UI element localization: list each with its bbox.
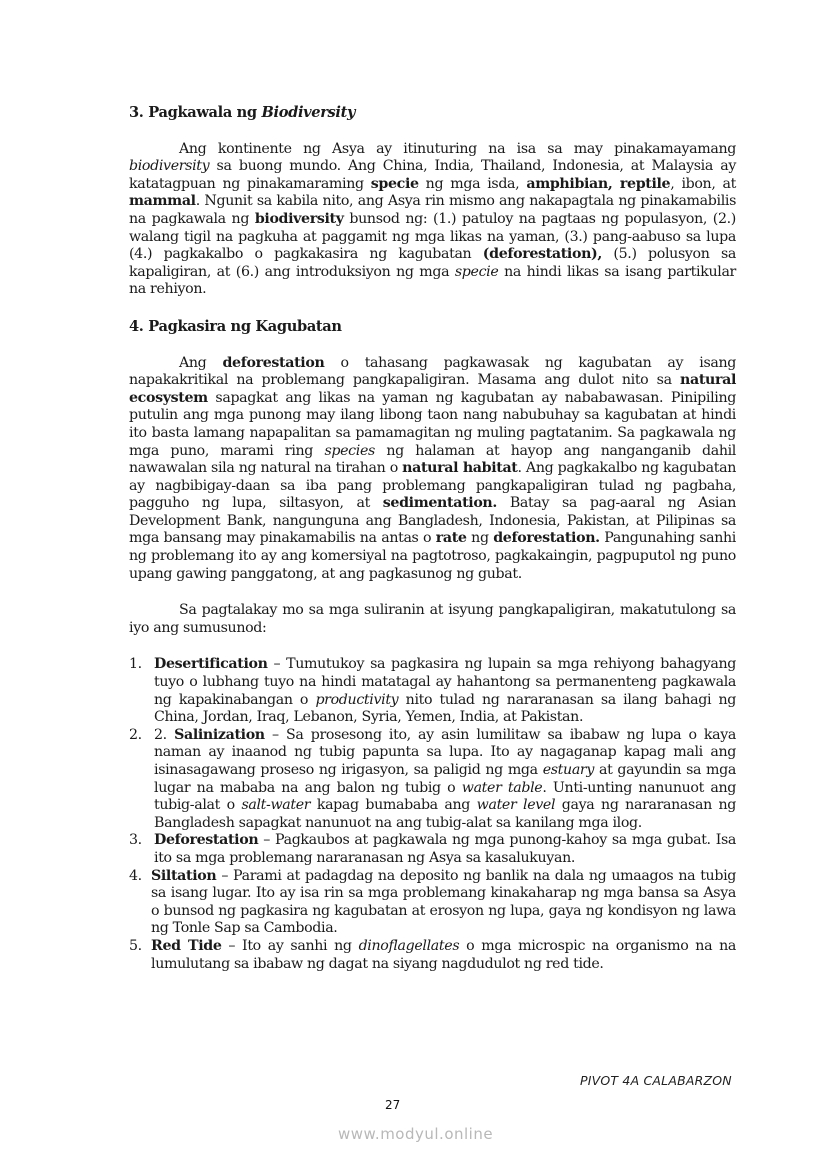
heading-emphasis: Biodiversity bbox=[261, 104, 356, 121]
text: – Pagkaubos at pagkawala ng mga punong-kahoy sa mga gubat. Isa ito sa mga problemang nararanasan ng Asya sa kasalukuyan. bbox=[154, 832, 736, 866]
emphasis: water level bbox=[476, 797, 556, 814]
key-term: rate bbox=[435, 530, 467, 547]
text: Pangunahing sanhi ng problemang ito ay ang komersiyal na pagtotroso, pagkakaingin, pagpuputol ng puno upang gawing panggatong, at ang pagkasunog ng gubat. bbox=[129, 530, 736, 582]
list-item-siltation bbox=[129, 868, 736, 938]
text: – Parami at padagdag na deposito ng banlik na dala ng umaagos na tubig sa isang lugar. Ito ay isa rin sa mga problemang kinakaharap ng mga bansa sa Asya o bunsod ng pagkasira ng kagubatan at erosyon ng lupa, gaya ng kondisyon ng lawa ng Tonle Sap sa Cambodia. bbox=[151, 867, 736, 937]
terms-list bbox=[129, 656, 736, 973]
emphasis: water table bbox=[461, 779, 543, 796]
text: – Ito ay sanhi ng bbox=[221, 937, 359, 954]
list-number: 4. bbox=[129, 867, 142, 884]
text: gaya ng nararanasan ng Bangladesh sapagkat nanunuot na ang tubig-alat sa kanilang mga ilog. bbox=[154, 797, 737, 831]
paragraph-biodiversity bbox=[129, 141, 736, 299]
key-term: amphibian, reptile bbox=[526, 175, 671, 192]
emphasis: salt-water bbox=[241, 797, 311, 814]
text: , ibon, at bbox=[670, 175, 736, 192]
document-page bbox=[129, 104, 736, 973]
key-term: biodiversity bbox=[254, 210, 344, 227]
emphasis: productivity bbox=[315, 691, 399, 708]
list-number: 1. bbox=[129, 656, 142, 673]
term: Red Tide bbox=[151, 937, 222, 954]
text: – Sa prosesong ito, ay asin lumilitaw sa ibabaw ng lupa o kaya naman ay inaanod ng tubig papunta sa lupa. Ito ay nagaganap kapag mali ang isinasagawang proseso ng irigasyon, sa paligid ng mga bbox=[154, 726, 736, 778]
text: . Ngunit sa kabila nito, ang Asya rin mismo ang nakapagtala ng pinakamabilis na pagkawala ng bbox=[129, 193, 736, 227]
emphasis: specie bbox=[454, 263, 499, 280]
term: Siltation bbox=[151, 867, 217, 884]
key-term: deforestation. bbox=[493, 530, 600, 547]
emphasis: biodiversity bbox=[129, 158, 210, 175]
page-number: 27 bbox=[385, 1098, 401, 1112]
list-number: 5. bbox=[129, 937, 142, 954]
footer-label: PIVOT 4A CALABARZON bbox=[580, 1073, 732, 1088]
text: ng bbox=[466, 530, 494, 547]
key-term: (deforestation), bbox=[482, 246, 602, 263]
list-item-salinization bbox=[129, 727, 736, 833]
key-term: sedimentation. bbox=[382, 495, 497, 512]
watermark: www.modyul.online bbox=[338, 1125, 494, 1143]
key-term: specie bbox=[370, 175, 419, 192]
emphasis: estuary bbox=[542, 762, 595, 778]
text: o tahasang pagkawasak ng kagubatan ay isang napakakritikal na problemang pangkapaligiran. Masama ang dulot nito sa bbox=[129, 354, 737, 389]
term: Desertification bbox=[154, 656, 268, 673]
section-heading-kagubatan: 4. Pagkasira ng Kagubatan bbox=[129, 317, 342, 335]
text: . Unti-unting nanunuot ang tubig-alat o bbox=[154, 779, 736, 814]
list-number: 3. bbox=[129, 832, 142, 849]
text: – Tumutukoy sa pagkasira ng lupain sa mga rehiyong bahagyang tuyo o lubhang tuyo na hindi matatagal ay hahantong sa permanenteng pagkawala ng kapakinabangan o bbox=[154, 656, 736, 708]
text: . Ang pagkakalbo ng kagubatan ay nagbibigay-daan sa iba pang problemang pangkapaligiran tulad ng pagbaha, pagguho ng lupa, siltasyon, at bbox=[129, 460, 736, 512]
text: (5.) polusyon sa kapaligiran, at (6.) ang introduksiyon ng mga bbox=[129, 246, 736, 280]
list-item-deforestation bbox=[129, 832, 736, 867]
text: nito tulad ng nararanasan sa ilang bahagi ng China, Jordan, Iraq, Lebanon, Syria, Yemen, India, at Pakistan. bbox=[154, 691, 736, 726]
text: Ang kontinente ng Asya ay itinuturing na isa sa may pinakamayamang bbox=[179, 140, 736, 157]
emphasis: dinoflagellates bbox=[358, 937, 460, 954]
text: kapag bumababa ang bbox=[310, 797, 477, 814]
text: Ang bbox=[179, 354, 223, 371]
paragraph-intro-list: Sa pagtalakay mo sa mga suliranin at isyung pangkapaligiran, makatutulong sa iyo ang sumusunod: bbox=[129, 602, 736, 636]
term: Salinization bbox=[174, 726, 265, 743]
text: o mga microspic na organismo na na lumulutang sa ibabaw ng dagat na siyang nagdudulot ng red tide. bbox=[151, 937, 736, 972]
text: bunsod ng: (1.) patuloy na pagtaas ng populasyon, (2.) walang tigil na pagkuha at paggamit ng mga likas na yaman, (3.) pang-aabuso sa lupa (4.) pagkakalbo o pagkakasira ng kagubatan bbox=[129, 210, 736, 263]
key-term: deforestation bbox=[222, 354, 325, 371]
list-item-red-tide bbox=[129, 938, 736, 973]
key-term: natural habitat bbox=[402, 460, 518, 477]
text: sapagkat ang likas na yaman ng kagubatan ay nababawasan. Pinipiling putulin ang mga punong may ilang libong taon nang nabubuhay sa kagubatan at hindi ito basta lamang napapalitan sa pamamagitan ng muling pagtatanim. Sa pagkawala ng mga puno, marami ring bbox=[129, 389, 736, 459]
list-number: 2. bbox=[129, 726, 142, 743]
heading-text: 3. Pagkawala ng bbox=[129, 104, 262, 121]
section-heading-biodiversity bbox=[129, 104, 736, 122]
text: Batay sa pag-aaral ng Asian Development Bank, nangunguna ang Bangladesh, Indonesia, Pakistan, at Pilipinas sa mga bansang may pinakamabilis na antas o bbox=[129, 495, 736, 547]
key-term: natural ecosystem bbox=[129, 372, 736, 406]
key-term: mammal bbox=[129, 193, 196, 210]
text: ng halaman at hayop ang nanganganib dahil nawawalan sila ng natural na tirahan o bbox=[129, 442, 736, 477]
text: at gayundin sa mga lugar na mababa na ang balon ng tubig o bbox=[154, 762, 736, 796]
paragraph-deforestation bbox=[129, 355, 736, 584]
text: sa buong mundo. Ang China, India, Thailand, Indonesia, at Malaysia ay katatagpuan ng pinakamaraming bbox=[129, 158, 736, 192]
emphasis: species bbox=[324, 442, 375, 459]
term: Deforestation bbox=[154, 832, 259, 849]
duplicate-number: 2. bbox=[154, 726, 175, 743]
text: ng mga isda, bbox=[418, 175, 527, 192]
list-item-desertification bbox=[129, 656, 736, 726]
text: na hindi likas sa isang partikular na rehiyon. bbox=[129, 263, 736, 298]
